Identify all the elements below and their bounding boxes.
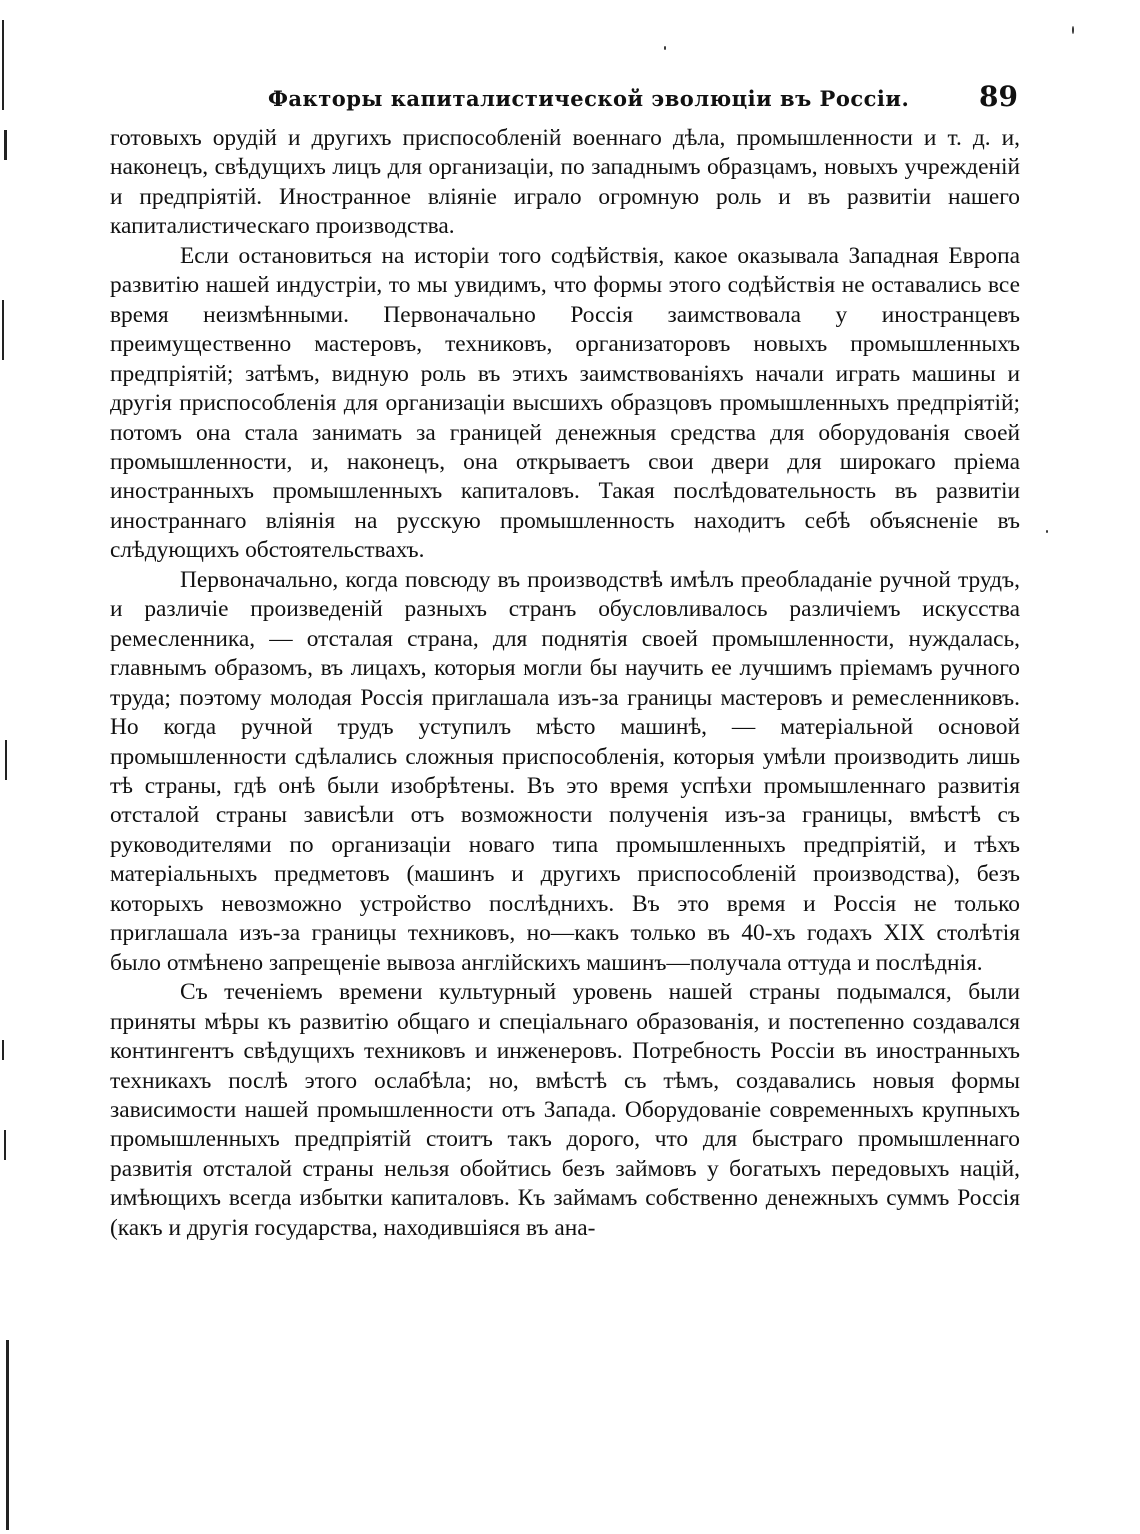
page-header <box>110 78 1020 124</box>
running-title: Факторы капиталистической эволюціи въ Россіи. <box>268 86 910 111</box>
scan-speck <box>1046 530 1048 533</box>
scan-edge-mark <box>2 300 4 360</box>
scan-edge-mark <box>2 1040 4 1060</box>
body-text <box>110 124 1020 1243</box>
paragraph: готовыхъ орудій и другихъ приспособленій военнаго дѣла, промышленности и т. д. и, наконецъ, свѣдущихъ лицъ для организаціи, по западнымъ образцамъ, новыхъ учрежденій и предпріятій. Иностранное вліяніе играло огромную роль и въ развитіи нашего капиталистическаго производства. <box>110 125 1020 240</box>
scan-edge-mark <box>6 1340 9 1530</box>
scan-edge <box>0 0 14 1534</box>
scan-edge-mark <box>5 740 7 780</box>
scan-edge-mark <box>4 1130 6 1160</box>
scan-speck <box>664 46 666 50</box>
page-number: 89 <box>979 80 1018 113</box>
scan-edge-mark <box>4 130 7 160</box>
paragraph: Если остановиться на исторіи того содѣйствія, какое оказывала Западная Европа развитію нашей индустріи, то мы увидимъ, что формы этого содѣйствія не оставались все время неизмѣнными. Первоначально Россія заимствовала у иностранцевъ преимущественно мастеровъ, техниковъ, организаторовъ новыхъ промышленныхъ предпріятій; затѣмъ, видную роль въ этихъ заимствованіяхъ начали играть машины и другія приспособленія для организаціи высшихъ образцовъ промышленныхъ предпріятій; потомъ она стала занимать за границей денежныя средства для оборудованія своей промышленности, и, наконецъ, она открываетъ свои двери для широкаго пріема иностранныхъ промышленныхъ капиталовъ. Такая послѣдовательность въ развитіи иностраннаго вліянія на русскую промышленность находитъ себѣ объясненіе въ слѣдующихъ обстоятельствахъ. <box>110 242 1020 564</box>
paragraph: Первоначально, когда повсюду въ производствѣ имѣлъ преобладаніе ручной трудъ, и различіе произведеній разныхъ странъ обусловливалось различіемъ искусства ремесленника, — отсталая страна, для поднятія своей промышленности, нуждалась, главнымъ образомъ, въ лицахъ, которыя могли бы научить ее лучшимъ пріемамъ ручного труда; поэтому молодая Россія приглашала изъ-за границы мастеровъ и ремесленниковъ. Но когда ручной трудъ уступилъ мѣсто машинѣ, — матеріальной основой промышленности сдѣлались сложныя приспособленія, которыя умѣли производить лишь тѣ страны, гдѣ онѣ были изобрѣтены. Въ это время успѣхи промышленнаго развитія отсталой страны зависѣли отъ возможности полученія изъ-за границы, вмѣстѣ съ руководителями по организаціи новаго типа промышленныхъ предпріятій, и тѣхъ матеріальныхъ предметовъ (машинъ и другихъ приспособленій производства), безъ которыхъ невозможно устройство послѣднихъ. Въ это время и Россія не только приглашала изъ-за границы техниковъ, но—какъ только въ 40-хъ годахъ XIX столѣтія было отмѣнено запрещеніе вывоза англійскихъ машинъ—получала оттуда и послѣднія. <box>110 566 1020 976</box>
scan-edge-mark <box>2 20 4 110</box>
book-page <box>110 78 1020 1243</box>
scan-speck <box>1072 26 1074 34</box>
paragraph: Съ теченіемъ времени культурный уровень нашей страны подымался, были приняты мѣры къ развитію общаго и спеціальнаго образованія, и постепенно создавался контингентъ свѣдущихъ техниковъ и инженеровъ. Потребность Россіи въ иностранныхъ техникахъ послѣ этого ослабѣла; но, вмѣстѣ съ тѣмъ, создавались новыя формы зависимости нашей промышленности отъ Запада. Оборудованіе современныхъ крупныхъ промышленныхъ предпріятій стоитъ такъ дорого, что для быстраго промышленнаго развитія отсталой страны нельзя обойтись безъ займовъ у богатыхъ передовыхъ націй, имѣющихъ всегда избытки капиталовъ. Къ займамъ собственно денежныхъ суммъ Россія (какъ и другія государства, находившіяся въ ана- <box>110 979 1020 1241</box>
